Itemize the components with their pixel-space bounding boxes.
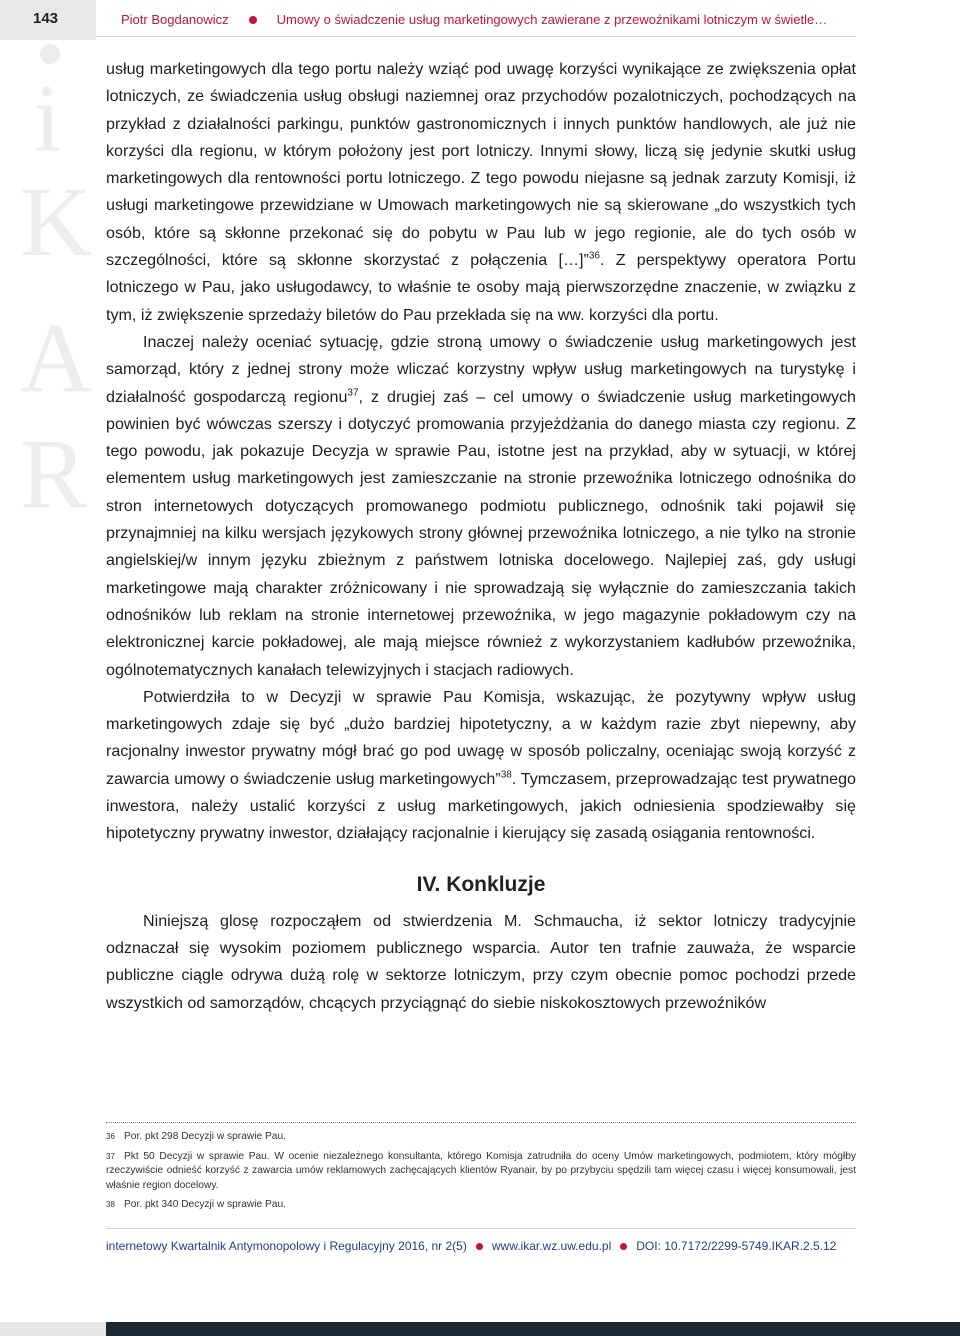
footnote-37: 37 Pkt 50 Decyzji w sprawie Pau. W ocenie niezależnego konsultanta, którego Komisja zatrudniła do oceny Umów marketingowych, podmiotem, który mógłby rzeczywiście odnieść korzyść z zawarcia umów reklamowych zachęcających klientów Ryanair, by po przybyciu spędzili tam więcej czasu i więcej konsumowali, jest właśnie region docelowy.	[106, 1150, 856, 1191]
bottom-bar	[106, 1322, 960, 1336]
footnote-ref-36[interactable]: 36	[588, 250, 600, 262]
logo-dot	[40, 44, 60, 64]
bullet-icon	[620, 1243, 627, 1250]
footer-url[interactable]: www.ikar.wz.uw.edu.pl	[491, 1239, 612, 1253]
footnote-36: 36 Por. pkt 298 Decyzji w sprawie Pau.	[106, 1131, 286, 1142]
page-number-box	[0, 0, 96, 40]
bullet-icon	[249, 16, 257, 24]
header-title: Umowy o świadczenie usług marketingowych zawierane z przewoźnikami lotniczym w świetle…	[276, 12, 828, 27]
footer-divider	[106, 1228, 856, 1229]
logo-letter-i: i	[34, 64, 61, 171]
running-header	[121, 12, 827, 27]
logo-letter-a: A	[20, 302, 93, 413]
footer	[106, 1239, 836, 1253]
footnote-divider	[106, 1122, 856, 1123]
section-heading: IV. Konkluzje	[416, 872, 546, 896]
logo-letter-r: R	[20, 418, 87, 529]
page-number: 143	[33, 10, 59, 27]
bullet-icon	[476, 1243, 483, 1250]
footnote-38: 38 Por. pkt 340 Decyzji w sprawie Pau.	[106, 1199, 286, 1211]
paragraph-2: Inaczej należy oceniać sytuację, gdzie stroną umowy o świadczenie usług marketingowych jest samorząd, który z jednej strony może wliczać korzystny wpływ usług marketingowych na turystykę i działalność gospodarczą regionu$^{37}$, z drugiej zaś – cel umowy o świadczenie usług marketingowych powinien być wówczas szerszy i dotyczyć promowania przyjeżdżania do danego miasta czy regionu. Z tego powodu, jak pokazuje Decyzja w sprawie Pau, istotne jest na przykład, aby w sytuacji, w której elementem usług marketingowych jest zamieszczanie na stronie przewoźnika lotniczego odnośnika do stron internetowych dotyczących promowanego podmiotu publicznego, odnośnik taki pojawił się przynajmniej na kilku wersjach językowych strony głównej przewoźnika lotniczego, a nie tylko na stronie angielskiej/w innym języku zbieżnym z państwem lotniska docelowego. Najlepiej zaś, gdy usługi marketingowe mają charakter zróżnicowany i nie sprowadzają się wyłącznie do zamieszczania takich odnośników lub reklam na stronie internetowej przewoźnika, w jego magazynie pokładowym czy na elektronicznej karcie pokładowej, ale mają miejsce również z wykorzystaniem kadłubów przewoźnika, ogólnotematycznych kanałach telewizyjnych i stacjach radiowych.	[106, 332, 856, 679]
header-author: Piotr Bogdanowicz	[121, 12, 229, 27]
bottom-bar-left	[0, 1322, 106, 1336]
paragraph-1: usług marketingowych dla tego portu należy wziąć pod uwagę korzyści wynikające ze zwiększenia opłat lotniczych, ze świadczenia usług obsługi naziemnej oraz przychodów pozalotniczych, pochodzących na przykład z działalności parkingu, punktów gastronomicznych i innych punktów handlowych, ale już nie korzyści dla regionu, w którym położony jest port lotniczy. Innymi słowy, liczą się jedynie skutki usług marketingowych dla rentowności portu lotniczego. Z tego powodu niejasne są jednak zarzuty Komisji, iż usługi marketingowe przewidziane w Umowach marketingowych nie są skierowane „do wszystkich tych osób, które są skłonne przekonać się do pobytu w Pau lub w jego regionie, ale do tych osób w szczególności, które są skłonne skorzystać z połączenia […]”$^{36}$. Z perspektywy operatora Portu lotniczego w Pau, jako usługodawcy, to właśnie te osoby mają pierwszorzędne znaczenie, w związku z tym, iż zwiększenie sprzedaży biletów do Pau przekłada się na ww. korzyści dla portu.	[106, 60, 856, 324]
footnote-ref-38[interactable]: 38	[500, 769, 512, 781]
header-divider	[96, 36, 856, 37]
footnotes	[106, 1130, 856, 1218]
main-text	[106, 56, 856, 1017]
footer-doi[interactable]: DOI: 10.7172/2299-5749.IKAR.2.5.12	[636, 1239, 837, 1253]
footer-journal: internetowy Kwartalnik Antymonopolowy i Regulacyjny 2016, nr 2(5)	[106, 1239, 467, 1253]
logo-letter-k: K	[20, 166, 93, 277]
footnote-ref-37[interactable]: 37	[347, 387, 359, 399]
paragraph-3: Potwierdziła to w Decyzji w sprawie Pau Komisja, wskazując, że pozytywny wpływ usług marketingowych zdaje się być „dużo bardziej hipotetyczny, a w każdym razie zbyt niepewny, aby racjonalny inwestor prywatny mógł brać go pod uwagę w sposób policzalny, oceniając swoją korzyść z zawarcia umowy o świadczenie usług marketingowych”$^{38}$. Tymczasem, przeprowadzając test prywatnego inwestora, należy ustalić korzyści z usług marketingowych, jakich odniesienia spodziewałby się hipotetyczny prywatny inwestor, działający racjonalnie i kierujący się zasadą osiągania rentowności.	[106, 687, 856, 843]
paragraph-4: Niniejszą glosę rozpocząłem od stwierdzenia M. Schmaucha, iż sektor lotniczy tradycyjnie odznaczał się wysokim poziomem publicznego wsparcia. Autor ten trafnie zauważa, że wsparcie publiczne ciągle odrywa dużą rolę w sektorze lotniczym, przy czym obecnie pomoc pochodzi przede wszystkich od samorządów, chcących przyciągnąć do siebie niskokosztowych przewoźników	[106, 911, 856, 1012]
